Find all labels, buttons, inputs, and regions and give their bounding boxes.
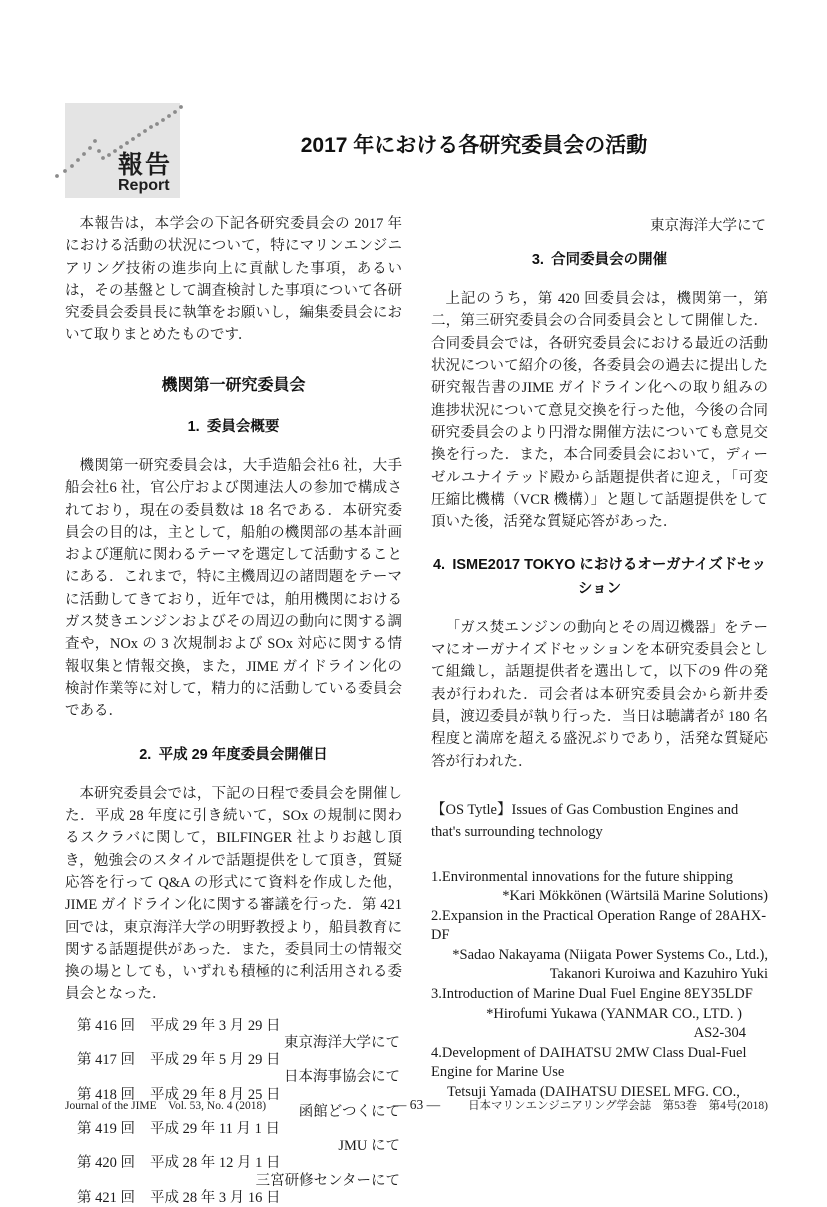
- meeting-entry: [65, 1155, 402, 1172]
- presentation-title: 1.Environmental innovations for the future shipping: [431, 868, 734, 885]
- os-title: 【OS Tytle】Issues of Gas Combustion Engines and that's surrounding technology: [431, 801, 739, 841]
- presentation-authors: Tetsuji Yamada (DAIHATSU DIESEL MFG. CO.,: [447, 1084, 740, 1101]
- section2-heading: 2. 平成 29 年度委員会開催日: [139, 746, 328, 763]
- meeting-entry: [65, 1190, 402, 1207]
- section4-heading: 4. ISME2017 TOKYO におけるオーガナイズドセッション: [432, 557, 767, 597]
- meeting-entry: [65, 1018, 402, 1035]
- footer-journal-title: Journal of the JIME Vol. 53, No. 4 (2018): [65, 1100, 267, 1112]
- meeting-venue: 日本海事協会にて: [284, 1069, 400, 1086]
- page-title: 2017 年における各研究委員会の活動: [300, 134, 648, 157]
- right-column: [431, 213, 768, 1207]
- meeting-number: 第 417 回: [77, 1052, 135, 1069]
- section4-body: 「ガス焚エンジンの動向とその周辺機器」をテーマにオーガナイズドセッションを本研究委員会として組織し，話題提供者を選出して，以下の9 件の発表が行われた．司会者は本研究委員会から新井委員，渡辺委員が執り行った．当日は聴講者が 180 名程度と満席を超える盛況ぶりであり，活発な質疑応答が行われた．: [431, 619, 768, 770]
- section3-body: 上記のうち，第 420 回委員会は，機関第一，第二，第三研究委員会の合同委員会として開催した．合同委員会では，各研究委員会における最近の活動状況について紹介の後，各委員会の過去に提出した研究報告書のJIME ガイドライン化への取り組みの進捗状況について意見交換を行った他，今後の合同研究委員会のより円滑な開催方法についても意見交換を行った．また，本合同委員会において，ディーゼルユナイテッド殿から話題提供者に迎え，「可変圧縮比機構（VCR 機構）」と題して話題提供をして頂いた後，活発な質疑応答があった．: [431, 291, 768, 531]
- report-badge-en-label: Report: [117, 177, 170, 195]
- presentation-item: [431, 1044, 768, 1103]
- presentation-session-code: AS2-304: [693, 1025, 746, 1042]
- meeting-venue: 東京海洋大学にて: [284, 1034, 400, 1051]
- presentation-title: 4.Development of DAIHATSU 2MW Class Dual-Fuel Engine for Marine Use: [431, 1044, 747, 1081]
- article-columns: [65, 213, 768, 1207]
- report-badge-jp-label: 報告: [117, 150, 172, 179]
- meeting-date: 平成 29 年 3 月 29 日: [150, 1017, 281, 1034]
- meeting-date: 平成 29 年 5 月 29 日: [150, 1052, 281, 1069]
- presentation-title: 2.Expansion in the Practical Operation Range of 28AHX-DF: [431, 907, 767, 944]
- meeting-venue: 三宮研修センターにて: [255, 1172, 400, 1189]
- meeting-date: 平成 28 年 12 月 1 日: [150, 1155, 281, 1172]
- meeting-entry: [65, 1052, 402, 1069]
- footer-page-number: ― 63 ―: [392, 1097, 441, 1112]
- meeting-number: 第 416 回: [77, 1017, 135, 1034]
- committee-heading: 機関第一研究委員会: [161, 376, 306, 394]
- meeting-date: 平成 29 年 11 月 1 日: [150, 1120, 280, 1137]
- meeting-venue: JMU にて: [338, 1138, 400, 1155]
- page-footer: [65, 1097, 768, 1113]
- presentation-authors: *Sadao Nakayama (Niigata Power Systems Co., Ltd.), Takanori Kuroiwa and Kazuhiro Yuki: [452, 946, 768, 983]
- report-badge: [65, 103, 180, 198]
- page-header: [65, 103, 768, 198]
- footer-journal-title-jp: 日本マリンエンジニアリング学会誌 第53巻 第4号(2018): [468, 1100, 768, 1112]
- meeting-date: 平成 29 年 8 月 25 日: [150, 1086, 281, 1103]
- presentation-item: [431, 868, 768, 907]
- meeting-entry: [65, 1121, 402, 1138]
- intro-paragraph: 本報告は，本学会の下記各研究委員会の 2017 年における活動の状況について，特にマリンエンジニアリング技術の進歩向上に貢献した事項，あるいは，その基盤として調査検討した事項について各研究委員会委員長に執筆をお願いし，編集委員会において取りまとめたものです．: [65, 216, 402, 344]
- presentation-item: [431, 985, 768, 1044]
- section1-heading: 1. 委員会概要: [187, 418, 280, 435]
- section2-body: 本研究委員会では，下記の日程で委員会を開催した．平成 28 年度に引き続いて，SOx の規制に関わるスクラバに関して，BILFINGER 社よりお越し頂き，勉強会のスタイルで話題提供をして頂き，質疑応答を行って Q&A の形式にて資料を作成した他，JIME ガイドライン化に関する審議を行った．第 421 回では，東京海洋大学の明野教授より，船員教育に関する話題提供があった．また，委員同士の情報交換の場としても，いずれも積極的に利活用される委員会となった．: [65, 785, 402, 1003]
- meeting-number: 第 420 回: [77, 1155, 135, 1172]
- presentation-authors: *Hirofumi Yukawa (YANMAR CO., LTD. ): [486, 1005, 742, 1022]
- meeting-date: 平成 28 年 3 月 16 日: [150, 1189, 281, 1206]
- presentation-authors: *Kari Mökkönen (Wärtsilä Marine Solutions): [502, 888, 768, 905]
- report-badge-text: [118, 152, 172, 195]
- carryover-venue: 東京海洋大学にて: [650, 218, 766, 234]
- section1-body: 機関第一研究委員会は，大手造船会社6 社，大手船会社6 社，官公庁および関連法人の参加で構成されており，現在の委員数は 18 名である．本研究委員会の目的は，主として，船舶の機関部の基本計画および運航に関わるテーマを選定して活動することにある．これまで，特に主機周辺の諸問題をテーマに活動してきており，近年では，舶用機関におけるガス焚きエンジンおよびその周辺の動向に関する調査や，NOx の 3 次規制および SOx 対応に関する情報収集と情報交換，また，JIME ガイドライン化の検討作業等に対して，精力的に活動している委員会である．: [65, 457, 402, 720]
- meeting-number: 第 419 回: [77, 1120, 135, 1137]
- section3-heading: 3. 合同委員会の開催: [531, 252, 668, 268]
- left-column: [65, 213, 402, 1207]
- presentation-item: [431, 907, 768, 985]
- meeting-venue: 函館どつくにて: [298, 1103, 400, 1120]
- meeting-number: 第 421 回: [77, 1189, 135, 1206]
- presentation-title: 3.Introduction of Marine Dual Fuel Engine 8EY35LDF: [431, 986, 753, 1003]
- meeting-number: 第 418 回: [77, 1086, 135, 1103]
- presentation-list: [431, 868, 768, 1103]
